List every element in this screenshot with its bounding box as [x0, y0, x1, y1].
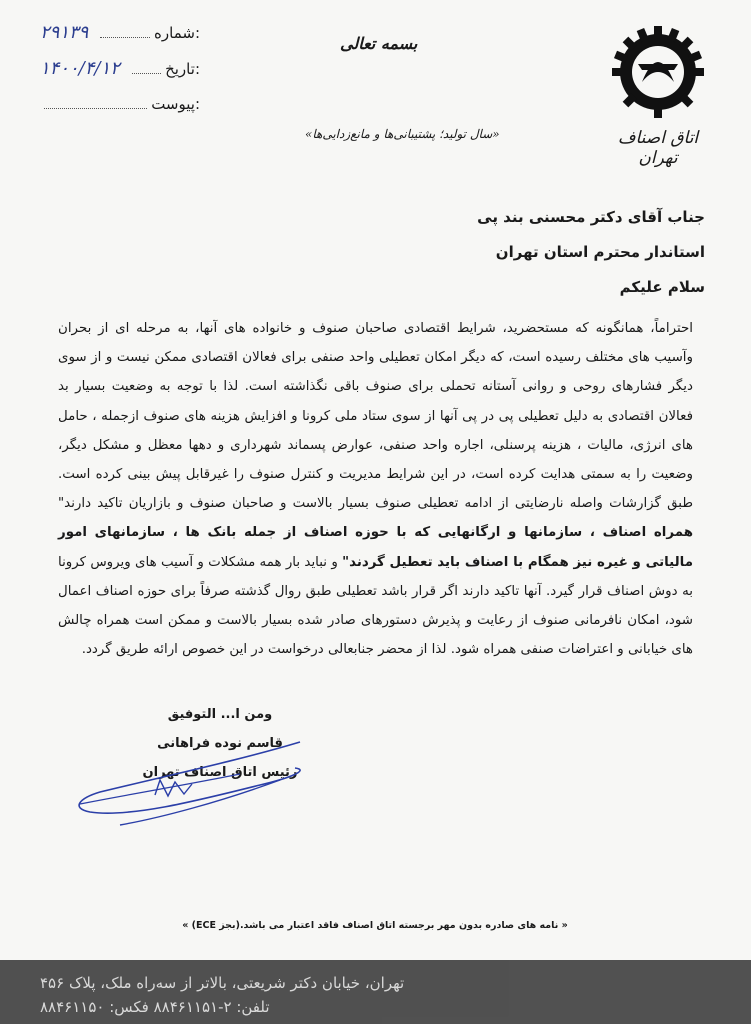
body-emphasis: همراه اصناف ، سازمانها و ارگانهایی که با حوزه اصناف از جمله بانک ها ، سازمانهای امور مالیاتی و غیره نیز همگام با اصناف باید تعطیل گردند" [58, 525, 693, 570]
footer-phones: تلفن: ۲-۸۸۴۶۱۱۵۱ فکس: ۸۸۴۶۱۱۵۰ [40, 998, 270, 1016]
letter-body [58, 314, 693, 664]
footer-address: تهران، خیابان دکتر شریعتی، بالاتر از سه‌راه ملک، پلاک ۴۵۶ [40, 974, 405, 992]
year-slogan: «سال تولید؛ پشتیبانی‌ها و مانع‌زدایی‌ها» [305, 127, 500, 141]
letter-attachment [40, 95, 200, 113]
footer-band [0, 960, 751, 1024]
footnote: « نامه های صادره بدون مهر برجسته اتاق اصناف فاقد اعتبار می باشد.(بجز ECE) » [182, 920, 568, 931]
letter-date-label: تاریخ: [165, 60, 200, 78]
greeting: سلام علیکم [619, 278, 705, 296]
letter-number-value: ۲۹۱۳۹ [40, 22, 89, 43]
letter-number-label: شماره: [154, 24, 200, 42]
recipient-name: جناب آقای دکتر محسنی بند پی [477, 208, 705, 226]
signer-name: قاسم نوده فراهانی [157, 736, 283, 751]
logo [598, 22, 718, 168]
letter-number [40, 22, 200, 43]
letter-date [40, 58, 200, 79]
basmala: بسمه تعالی [340, 34, 418, 53]
letter-number-dots [100, 37, 150, 38]
letter-date-dots [132, 73, 161, 74]
gear-logo-icon [608, 22, 708, 122]
body-paragraph-2: و نباید بار همه مشکلات و آسیب های ویروس کرونا به دوش اصناف قرار گیرد. آنها تاکید دارند اگر قرار باشد تعطیلی طبق روال گذشته صرفاً برای حوزه اصناف اعمال شود، امکان نافرمانی صنوف از رعایت و پذیرش دستورهای صادر شده بسیار بالاست و ممکن است همراه چالش های خیابانی و اعتراضات صنفی همراه شود. لذا از محضر جنابعالی درخواست در این خصوص ارائه طریق گردد. [58, 554, 693, 658]
closing-phrase: ومن ا... التوفیق [167, 707, 273, 722]
letter-date-value: ۱۴۰۰/۴/۱۲ [40, 58, 120, 79]
recipient-title: استاندار محترم استان تهران [495, 243, 705, 261]
letter-attachment-dots [44, 108, 147, 109]
letter-attachment-label: پیوست: [151, 95, 200, 113]
body-paragraph-1: احتراماً، همانگونه که مستحضرید، شرایط اقتصادی صاحبان صنوف و خانواده های آنها، به مرحله ای از بحران وآسیب های مختلف رسیده است، که دیگر امکان تعطیلی واحد صنفی برای فعالان اقتصادی ممکن نیست و از سوی دیگر فشارهای روحی و روانی آستانه تحملی برای صنوف باقی نگذاشته است. لذا با توجه به وضعیت بسیار بد فعالان اقتصادی به دلیل تعطیلی پی در پی آنها از سوی ستاد ملی کرونا و افزایش هزینه های صنوف ازجمله ، حامل های انرژی، مالیات ، هزینه پرسنلی، اجاره واحد صنفی، عوارض پسماند شهرداری و دهها معظل و مشکل دیگر، وضعیت را به سمتی هدایت کرده است، در این شرایط مدیریت و کنترل صنوف را غیرقابل پیش بینی کرده است. طبق گزارشات واصله نارضایتی از ادامه تعطیلی صنوف بسیار بالاست و صاحبان صنوف و بازاریان تاکید دارند" [58, 321, 693, 512]
logo-text: اتاق اصناف تهران [617, 128, 699, 168]
signer-title: رئیس اتاق اصناف تهران [142, 765, 298, 780]
handwritten-signature-icon [60, 730, 320, 830]
recipient-block [477, 200, 705, 305]
